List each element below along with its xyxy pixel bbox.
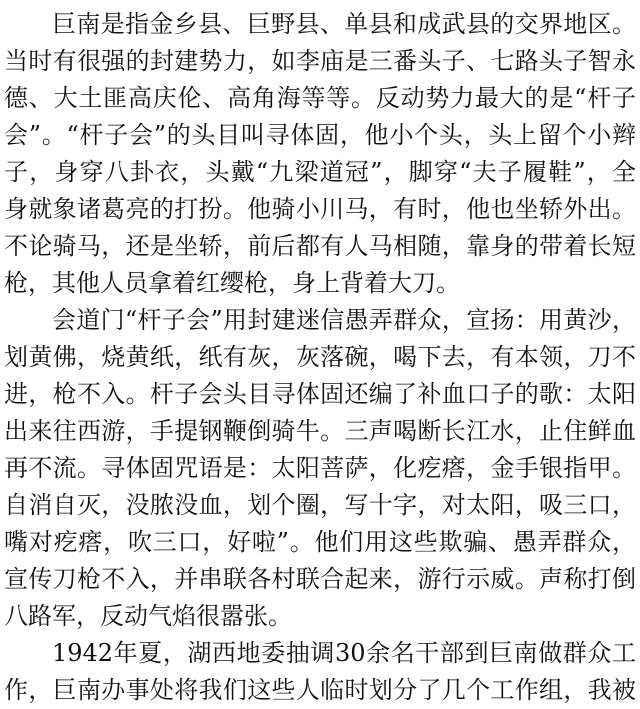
- text-line: 出来往西游，手提钢鞭倒骑牛。三声喝断长江水，止住鲜血: [4, 417, 636, 445]
- text-line: 当时有很强的封建势力，如李庙是三番头子、七路头子智永: [4, 47, 636, 75]
- text-line: 1942年夏，湖西地委抽调30余名干部到巨南做群众工: [52, 639, 636, 667]
- text-line: 宣传刀枪不入，并串联各村联合起来，游行示威。声称打倒: [4, 565, 636, 593]
- text-line: 作，巨南办事处将我们这些人临时划分了几个工作组，我被: [4, 676, 636, 704]
- text-line: 进，枪不入。杆子会头目寻体固还编了补血口子的歌：太阳: [4, 380, 636, 408]
- paragraph-1: [4, 6, 636, 302]
- text-line: 会道门“杆子会”用封建迷信愚弄群众，宣扬：用黄沙，: [52, 306, 636, 334]
- text-line: 德、大土匪高庆伦、高角海等等。反动势力最大的是“杆子: [4, 84, 636, 112]
- paragraph-2: [4, 302, 636, 635]
- text-line: 不论骑马，还是坐轿，前后都有人马相随，靠身的带着长短: [4, 232, 636, 260]
- text-line: 划黄佛，烧黄纸，纸有灰，灰落碗，喝下去，有本领，刀不: [4, 343, 636, 371]
- text-line: 自消自灭，没脓没血，划个圈，写十字，对太阳，吸三口，: [4, 491, 636, 519]
- text-line: 会”。“杆子会”的头目叫寻体固，他小个头，头上留个小辫: [4, 121, 636, 149]
- text-line: 八路军，反动气焰很嚣张。: [4, 602, 292, 630]
- paragraph-3: [4, 635, 636, 709]
- body-text: [4, 6, 636, 709]
- text-line: 枪，其他人员拿着红缨枪，身上背着大刀。: [4, 269, 460, 297]
- text-line: 嘴对疙瘩，吹三口，好啦”。他们用这些欺骗、愚弄群众，: [4, 528, 636, 556]
- text-line: 身就象诸葛亮的打扮。他骑小川马，有时，他也坐轿外出。: [4, 195, 636, 223]
- text-line: 巨南是指金乡县、巨野县、单县和成武县的交界地区。: [52, 10, 636, 38]
- text-line: 再不流。寻体固咒语是：太阳菩萨，化疙瘩，金手银指甲。: [4, 454, 636, 482]
- text-line: 子，身穿八卦衣，头戴“九梁道冠”，脚穿“夫子履鞋”，全: [4, 158, 636, 186]
